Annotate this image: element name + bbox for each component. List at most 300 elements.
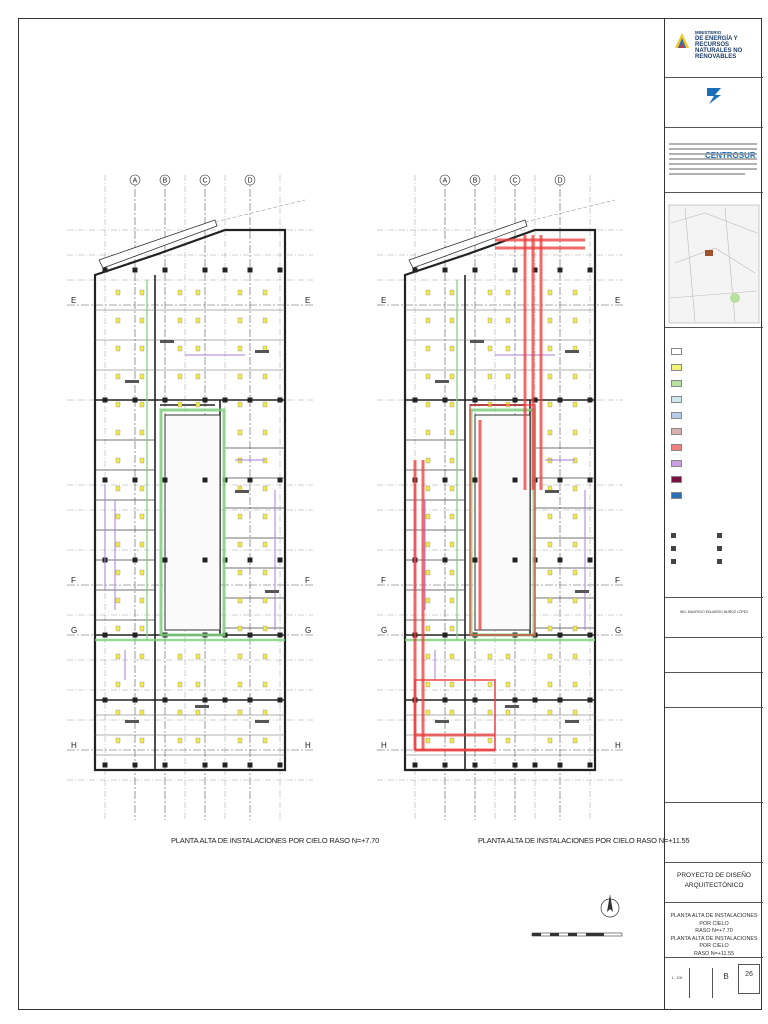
- light-fixture: [450, 682, 454, 687]
- symbol-row: [717, 533, 725, 538]
- grid-label: A: [132, 177, 138, 185]
- light-fixture: [450, 402, 454, 407]
- light-fixture: [178, 654, 182, 659]
- legend-swatch: [671, 412, 682, 419]
- light-fixture: [178, 346, 182, 351]
- grid-label: F: [71, 576, 76, 585]
- structural-column: [223, 763, 228, 768]
- courtyard: [165, 415, 220, 630]
- structural-column: [278, 478, 283, 483]
- light-fixture: [548, 542, 552, 547]
- light-fixture: [426, 598, 430, 603]
- light-fixture: [426, 430, 430, 435]
- structural-column: [248, 268, 253, 273]
- light-fixture: [116, 654, 120, 659]
- annotation-tag: [125, 720, 139, 723]
- light-fixture: [238, 514, 242, 519]
- structural-column: [278, 763, 283, 768]
- structural-column: [223, 698, 228, 703]
- project-description-cell: [665, 128, 763, 193]
- legend-row: [671, 380, 759, 388]
- grid-label: H: [71, 741, 77, 750]
- structural-column: [248, 698, 253, 703]
- annotation-tag: [195, 705, 209, 708]
- light-fixture: [140, 598, 144, 603]
- light-fixture: [488, 374, 492, 379]
- annotation-tag: [435, 720, 449, 723]
- plan-title-line: RASO N=+7.70: [695, 928, 733, 934]
- grid-label: E: [71, 296, 77, 305]
- light-fixture: [263, 514, 267, 519]
- structural-column: [223, 398, 228, 403]
- grid-label: E: [381, 296, 387, 305]
- light-fixture: [426, 626, 430, 631]
- structural-column: [473, 698, 478, 703]
- structural-column: [203, 268, 208, 273]
- curved-roof-element: [409, 220, 527, 268]
- structural-column: [133, 478, 138, 483]
- sheet-info-cell: [665, 958, 763, 1010]
- light-fixture: [178, 318, 182, 323]
- legend-row: [671, 412, 759, 420]
- light-fixture: [426, 570, 430, 575]
- light-fixture: [263, 402, 267, 407]
- project-title-cell: [665, 863, 763, 903]
- ministry-logo-cell: [665, 18, 763, 78]
- annotation-tag: [565, 350, 579, 353]
- light-fixture: [263, 570, 267, 575]
- light-fixture: [488, 738, 492, 743]
- light-fixture: [263, 682, 267, 687]
- legend-swatch: [671, 380, 682, 387]
- light-fixture: [196, 738, 200, 743]
- structural-column: [203, 763, 208, 768]
- structural-column: [588, 698, 593, 703]
- structural-column: [558, 268, 563, 273]
- light-fixture: [488, 346, 492, 351]
- light-fixture: [196, 374, 200, 379]
- light-fixture: [238, 402, 242, 407]
- annotation-tag: [505, 705, 519, 708]
- structural-column: [558, 698, 563, 703]
- light-fixture: [116, 514, 120, 519]
- annotation-tag: [265, 590, 279, 593]
- light-fixture: [573, 682, 577, 687]
- north-arrow-icon: [598, 890, 622, 924]
- structural-column: [443, 398, 448, 403]
- light-fixture: [263, 290, 267, 295]
- engineer-name: ING. MAURICIO EDUARDO MUÑOZ LÓPEZ: [679, 610, 749, 614]
- annotation-tag: [255, 350, 269, 353]
- grid-label: B: [162, 177, 168, 185]
- grid-label: G: [615, 626, 622, 635]
- light-fixture: [116, 682, 120, 687]
- legend-swatch: [671, 348, 682, 355]
- light-fixture: [450, 486, 454, 491]
- light-fixture: [116, 710, 120, 715]
- structural-column: [133, 398, 138, 403]
- structural-column: [558, 478, 563, 483]
- light-fixture: [573, 542, 577, 547]
- structural-column: [163, 478, 168, 483]
- structural-column: [203, 398, 208, 403]
- structural-column: [473, 268, 478, 273]
- legend-swatch: [671, 364, 682, 371]
- structural-column: [278, 398, 283, 403]
- light-fixture: [450, 710, 454, 715]
- legend-swatch: [671, 428, 682, 435]
- structural-column: [443, 478, 448, 483]
- light-fixture: [140, 626, 144, 631]
- structural-column: [513, 478, 518, 483]
- annotation-tag: [255, 720, 269, 723]
- light-fixture: [548, 682, 552, 687]
- light-fixture: [238, 654, 242, 659]
- structural-column: [248, 558, 253, 563]
- structural-column: [103, 478, 108, 483]
- structural-column: [133, 698, 138, 703]
- annotation-tag: [575, 590, 589, 593]
- grid-label: E: [305, 296, 311, 305]
- light-fixture: [178, 290, 182, 295]
- light-fixture: [450, 654, 454, 659]
- light-fixture: [238, 598, 242, 603]
- light-fixture: [140, 682, 144, 687]
- courtyard: [475, 415, 530, 630]
- structural-column: [533, 698, 538, 703]
- light-fixture: [573, 402, 577, 407]
- light-fixture: [450, 346, 454, 351]
- light-fixture: [263, 374, 267, 379]
- light-fixture: [450, 570, 454, 575]
- light-fixture: [450, 374, 454, 379]
- light-fixture: [426, 458, 430, 463]
- plan-title-cell: [665, 903, 763, 958]
- structural-column: [558, 633, 563, 638]
- grid-label: D: [557, 177, 563, 185]
- structural-column: [588, 398, 593, 403]
- light-fixture: [548, 290, 552, 295]
- light-fixture: [548, 318, 552, 323]
- legend-row: [671, 348, 759, 356]
- grid-label: H: [305, 741, 311, 750]
- structural-column: [248, 763, 253, 768]
- light-fixture: [450, 542, 454, 547]
- structural-column: [278, 558, 283, 563]
- ministry-name: MINISTERIO DE ENERGÍA Y RECURSOS NATURALES NO RENOVABLES: [695, 30, 743, 60]
- light-fixture: [140, 318, 144, 323]
- light-fixture: [573, 430, 577, 435]
- stamp-cell: [665, 803, 763, 863]
- engineer-cell: [665, 598, 763, 638]
- light-fixture: [450, 430, 454, 435]
- light-fixture: [238, 318, 242, 323]
- light-fixture: [238, 710, 242, 715]
- floor-plan-drawing: [375, 160, 625, 840]
- legend-row: [671, 476, 759, 484]
- ministry-logo-icon: [671, 30, 693, 52]
- structural-column: [163, 268, 168, 273]
- structural-column: [588, 478, 593, 483]
- structural-column: [248, 478, 253, 483]
- structural-column: [203, 558, 208, 563]
- structural-column: [588, 633, 593, 638]
- light-fixture: [426, 738, 430, 743]
- light-fixture: [450, 514, 454, 519]
- light-fixture: [238, 682, 242, 687]
- light-fixture: [263, 654, 267, 659]
- light-fixture: [426, 486, 430, 491]
- light-fixture: [196, 318, 200, 323]
- light-fixture: [450, 458, 454, 463]
- structural-column: [103, 698, 108, 703]
- light-fixture: [426, 654, 430, 659]
- plan-1-title: PLANTA ALTA DE INSTALACIONES POR CIELO RASO N=+7.70: [171, 836, 380, 845]
- light-fixture: [548, 374, 552, 379]
- legend-row: [671, 492, 759, 500]
- light-fixture: [426, 346, 430, 351]
- light-fixture: [506, 710, 510, 715]
- structural-column: [103, 763, 108, 768]
- structural-column: [203, 698, 208, 703]
- light-fixture: [573, 626, 577, 631]
- grid-label: G: [381, 626, 388, 635]
- structural-column: [558, 558, 563, 563]
- structural-column: [133, 558, 138, 563]
- light-fixture: [548, 710, 552, 715]
- light-fixture: [573, 374, 577, 379]
- structural-column: [513, 763, 518, 768]
- annotation-tag: [235, 490, 249, 493]
- light-fixture: [196, 710, 200, 715]
- light-fixture: [426, 682, 430, 687]
- project-description-lines: [665, 128, 763, 193]
- light-fixture: [116, 570, 120, 575]
- structural-column: [443, 633, 448, 638]
- light-fixture: [116, 290, 120, 295]
- light-fixture: [548, 346, 552, 351]
- light-fixture: [263, 598, 267, 603]
- light-fixture: [263, 542, 267, 547]
- structural-column: [163, 398, 168, 403]
- signature-cell: [665, 638, 763, 673]
- structural-column: [588, 763, 593, 768]
- diagonal-axis: [525, 200, 615, 222]
- structural-column: [203, 478, 208, 483]
- structural-column: [413, 398, 418, 403]
- scale-value: 1 : 100: [671, 976, 683, 980]
- structural-column: [278, 268, 283, 273]
- light-fixture: [116, 598, 120, 603]
- light-fixture: [140, 654, 144, 659]
- light-fixture: [506, 374, 510, 379]
- grid-label: G: [305, 626, 312, 635]
- annotation-tag: [565, 720, 579, 723]
- light-fixture: [506, 738, 510, 743]
- structural-column: [248, 398, 253, 403]
- light-fixture: [573, 570, 577, 575]
- legend-row: [671, 396, 759, 404]
- light-fixture: [196, 346, 200, 351]
- light-fixture: [140, 458, 144, 463]
- structural-column: [533, 763, 538, 768]
- light-fixture: [548, 514, 552, 519]
- annotation-tag: [545, 490, 559, 493]
- symbol-row: [671, 546, 679, 551]
- light-fixture: [116, 626, 120, 631]
- structural-column: [473, 763, 478, 768]
- light-fixture: [548, 430, 552, 435]
- light-fixture: [140, 738, 144, 743]
- light-fixture: [238, 626, 242, 631]
- structural-column: [163, 558, 168, 563]
- grid-label: H: [381, 741, 387, 750]
- light-fixture: [140, 486, 144, 491]
- light-fixture: [116, 738, 120, 743]
- light-fixture: [196, 682, 200, 687]
- light-fixture: [426, 374, 430, 379]
- light-fixture: [116, 486, 120, 491]
- scale-bar: [530, 930, 626, 942]
- light-fixture: [263, 710, 267, 715]
- curved-roof-element: [99, 220, 217, 268]
- structural-column: [133, 763, 138, 768]
- light-fixture: [140, 402, 144, 407]
- grid-label: F: [381, 576, 386, 585]
- annotation-tag: [160, 340, 174, 343]
- sheet-number: 26: [738, 964, 760, 994]
- plan-2-title: PLANTA ALTA DE INSTALACIONES POR CIELO RASO N=+11.55: [478, 836, 690, 845]
- light-fixture: [140, 346, 144, 351]
- light-fixture: [488, 710, 492, 715]
- light-fixture: [238, 542, 242, 547]
- light-fixture: [450, 626, 454, 631]
- structural-column: [133, 633, 138, 638]
- structural-column: [513, 698, 518, 703]
- structural-column: [443, 268, 448, 273]
- plan-title-line: RASO N=+11.55: [693, 950, 735, 957]
- light-fixture: [238, 738, 242, 743]
- light-fixture: [488, 682, 492, 687]
- light-fixture: [573, 710, 577, 715]
- light-fixture: [116, 542, 120, 547]
- light-fixture: [506, 318, 510, 323]
- legend-swatch: [671, 476, 682, 483]
- light-fixture: [238, 290, 242, 295]
- light-fixture: [573, 654, 577, 659]
- symbol-row: [671, 533, 679, 538]
- light-fixture: [488, 318, 492, 323]
- structural-column: [413, 763, 418, 768]
- structural-column: [443, 763, 448, 768]
- light-fixture: [506, 682, 510, 687]
- light-fixture: [548, 598, 552, 603]
- structural-column: [223, 268, 228, 273]
- project-title-line: PROYECTO DE DISEÑO: [677, 872, 751, 879]
- light-fixture: [196, 290, 200, 295]
- light-fixture: [238, 430, 242, 435]
- light-fixture: [116, 318, 120, 323]
- annotation-tag: [435, 380, 449, 383]
- floor-plan-drawing: [65, 160, 315, 840]
- legend-row: [671, 460, 759, 468]
- grid-label: E: [615, 296, 621, 305]
- project-title-line: ARQUITECTÓNICO: [684, 882, 744, 889]
- light-fixture: [573, 514, 577, 519]
- centrosur-logo-icon: [703, 84, 725, 106]
- light-fixture: [196, 654, 200, 659]
- light-fixture: [178, 402, 182, 407]
- structural-column: [513, 398, 518, 403]
- light-fixture: [140, 430, 144, 435]
- structural-column: [278, 698, 283, 703]
- light-fixture: [116, 458, 120, 463]
- structural-column: [513, 268, 518, 273]
- light-fixture: [488, 290, 492, 295]
- light-fixture: [178, 738, 182, 743]
- grid-label: A: [442, 177, 448, 185]
- grid-label: C: [512, 177, 518, 185]
- structural-column: [513, 558, 518, 563]
- legend-row: [671, 364, 759, 372]
- legend-row: [671, 444, 759, 452]
- legend-swatch: [671, 492, 682, 499]
- light-fixture: [506, 346, 510, 351]
- grid-label: G: [71, 626, 78, 635]
- light-fixture: [573, 738, 577, 743]
- light-fixture: [548, 570, 552, 575]
- light-fixture: [238, 346, 242, 351]
- signature-cell: [665, 673, 763, 708]
- light-fixture: [140, 570, 144, 575]
- structural-column: [443, 698, 448, 703]
- location-map-cell: [665, 193, 763, 328]
- light-fixture: [450, 598, 454, 603]
- light-fixture: [238, 570, 242, 575]
- sheet-letter: B: [723, 972, 729, 981]
- structural-column: [473, 558, 478, 563]
- light-fixture: [573, 486, 577, 491]
- legend-swatch: [671, 460, 682, 467]
- structural-column: [413, 268, 418, 273]
- light-fixture: [548, 654, 552, 659]
- annotation-tag: [125, 380, 139, 383]
- grid-label: H: [615, 741, 621, 750]
- symbol-row: [671, 559, 679, 564]
- structural-column: [558, 763, 563, 768]
- floor-plan-2: [375, 160, 622, 840]
- structural-column: [473, 478, 478, 483]
- structural-column: [588, 268, 593, 273]
- plan-title-line: PLANTA ALTA DE INSTALACIONES POR CIELO: [670, 913, 758, 927]
- date-box: [689, 968, 713, 998]
- diagonal-axis: [215, 200, 305, 222]
- light-fixture: [178, 374, 182, 379]
- structural-column: [248, 633, 253, 638]
- legend-swatch: [671, 396, 682, 403]
- light-fixture: [140, 374, 144, 379]
- grid-label: D: [247, 177, 253, 185]
- light-fixture: [116, 346, 120, 351]
- annotation-tag: [470, 340, 484, 343]
- light-fixture: [178, 682, 182, 687]
- grid-label: F: [615, 576, 620, 585]
- light-fixture: [263, 738, 267, 743]
- symbol-row: [717, 546, 725, 551]
- light-fixture: [506, 654, 510, 659]
- light-fixture: [573, 290, 577, 295]
- symbol-row: [717, 559, 725, 564]
